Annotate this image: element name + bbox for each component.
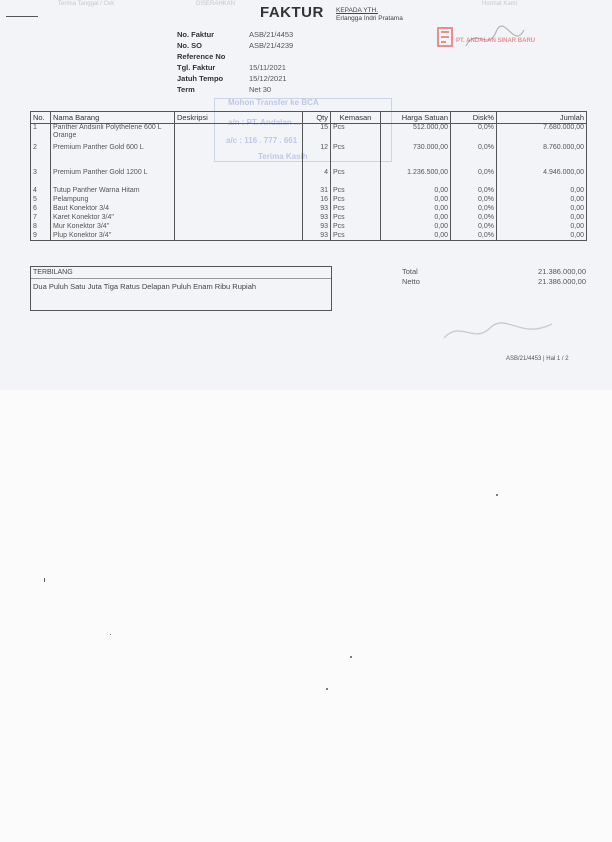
cell-deskripsi — [175, 223, 303, 232]
meta-row — [177, 62, 293, 73]
cell-nama: Baut Konektor 3/4 — [51, 205, 175, 214]
cell-kemasan: Pcs — [331, 163, 381, 187]
meta-row — [177, 40, 293, 51]
cell-harga: 730.000,00 — [381, 141, 451, 163]
netto-row — [402, 277, 586, 287]
signature-mark — [440, 316, 560, 346]
cell-deskripsi — [175, 196, 303, 205]
total-label: Total — [402, 267, 418, 276]
cell-qty: 12 — [303, 141, 331, 163]
netto-value: 21.386.000,00 — [538, 277, 586, 286]
cell-disk: 0,0% — [451, 196, 497, 205]
cell-disk: 0,0% — [451, 232, 497, 241]
cell-disk: 0,0% — [451, 141, 497, 163]
meta-row — [177, 84, 293, 95]
cell-kemasan: Pcs — [331, 205, 381, 214]
cell-qty: 93 — [303, 214, 331, 223]
cell-deskripsi — [175, 232, 303, 241]
cell-harga: 0,00 — [381, 187, 451, 196]
page-info: ASB/21/4453 | Hal 1 / 2 — [506, 356, 569, 362]
stamp-line: a/n : PT. Andalan ... — [228, 118, 301, 127]
cell-nama: Panther Andsinli Polythelene 600 L Orange — [51, 124, 175, 141]
company-logo-icon — [436, 24, 556, 54]
meta-row — [177, 73, 293, 84]
invoice-meta — [177, 29, 293, 95]
meta-value: 15/11/2021 — [249, 63, 286, 72]
col-kemasan: Kemasan — [331, 112, 381, 124]
cell-qty: 93 — [303, 205, 331, 214]
cell-no: 3 — [31, 163, 51, 187]
cell-kemasan: Pcs — [331, 214, 381, 223]
col-nama-barang: Nama Barang — [51, 112, 175, 124]
meta-value: Net 30 — [249, 85, 272, 94]
cell-jumlah: 0,00 — [497, 232, 587, 241]
meta-label: No. Faktur — [177, 30, 215, 39]
cell-deskripsi — [175, 187, 303, 196]
scan-speck — [44, 578, 45, 582]
cell-kemasan: Pcs — [331, 232, 381, 241]
total-row — [402, 267, 586, 277]
meta-value: ASB/21/4239 — [249, 41, 294, 50]
cell-harga: 0,00 — [381, 196, 451, 205]
meta-label: Jatuh Tempo — [177, 74, 224, 83]
cell-jumlah: 0,00 — [497, 196, 587, 205]
table-row — [31, 196, 587, 205]
cell-disk: 0,0% — [451, 124, 497, 141]
cell-jumlah: 0,00 — [497, 187, 587, 196]
col-qty: Qty — [303, 112, 331, 124]
cell-jumlah: 0,00 — [497, 223, 587, 232]
corner-mark — [6, 16, 38, 17]
cell-deskripsi — [175, 124, 303, 141]
meta-value: 15/12/2021 — [249, 74, 287, 83]
cell-qty: 31 — [303, 187, 331, 196]
col-no: No. — [31, 112, 51, 124]
table-row — [31, 124, 587, 141]
cell-harga: 512.000,00 — [381, 124, 451, 141]
meta-label: Tgl. Faktur — [177, 63, 216, 72]
col-deskripsi: Deskripsi — [175, 112, 303, 124]
cell-harga: 0,00 — [381, 223, 451, 232]
cell-jumlah: 0,00 — [497, 205, 587, 214]
cell-harga: 0,00 — [381, 214, 451, 223]
cell-deskripsi — [175, 141, 303, 163]
cell-no: 2 — [31, 141, 51, 163]
cell-kemasan: Pcs — [331, 141, 381, 163]
total-value: 21.386.000,00 — [538, 267, 586, 276]
cell-nama: Mur Konektor 3/4" — [51, 223, 175, 232]
blank-page-area — [0, 390, 612, 842]
logo-text: PT. ANDALAN SINAR BARU — [456, 38, 536, 44]
cell-kemasan: Pcs — [331, 196, 381, 205]
table-row — [31, 214, 587, 223]
document-title: FAKTUR — [260, 4, 324, 21]
cell-jumlah: 4.946.000,00 — [497, 163, 587, 187]
cell-nama: Premium Panther Gold 600 L — [51, 141, 175, 163]
totals-block — [402, 267, 586, 287]
cell-disk: 0,0% — [451, 187, 497, 196]
cell-qty: 16 — [303, 196, 331, 205]
netto-label: Netto — [402, 277, 420, 286]
stamp-line: Mohon Transfer ke BCA — [228, 98, 319, 107]
table-row — [31, 141, 587, 163]
cell-disk: 0,0% — [451, 214, 497, 223]
meta-label: No. SO — [177, 41, 203, 50]
cell-no: 1 — [31, 124, 51, 141]
cell-no: 7 — [31, 214, 51, 223]
cell-kemasan: Pcs — [331, 124, 381, 141]
meta-label: Reference No — [177, 52, 226, 61]
cell-nama: Pelampung — [51, 196, 175, 205]
recipient-label: KEPADA YTH. — [336, 7, 379, 14]
table-header-row — [31, 112, 587, 124]
cell-jumlah: 0,00 — [497, 214, 587, 223]
cell-no: 4 — [31, 187, 51, 196]
amount-in-words-box — [30, 266, 332, 311]
scan-speck — [110, 634, 111, 635]
faded-regards-label: Hormat Kami — [482, 1, 518, 7]
cell-qty: 4 — [303, 163, 331, 187]
cell-kemasan: Pcs — [331, 223, 381, 232]
cell-disk: 0,0% — [451, 163, 497, 187]
col-disk: Disk% — [451, 112, 497, 124]
table-row — [31, 163, 587, 187]
faded-delivered-label: DISERAHKAN — [196, 1, 236, 7]
cell-harga: 1.236.500,00 — [381, 163, 451, 187]
scan-speck — [496, 494, 498, 496]
cell-harga: 0,00 — [381, 205, 451, 214]
cell-disk: 0,0% — [451, 205, 497, 214]
cell-qty: 93 — [303, 223, 331, 232]
cell-jumlah: 8.760.000,00 — [497, 141, 587, 163]
table-row — [31, 232, 587, 241]
cell-kemasan: Pcs — [331, 187, 381, 196]
table-row — [31, 187, 587, 196]
cell-nama: Tutup Panther Warna Hitam — [51, 187, 175, 196]
cell-qty: 15 — [303, 124, 331, 141]
table-row — [31, 205, 587, 214]
stamp-line: Terima Kasih — [258, 152, 308, 161]
cell-disk: 0,0% — [451, 223, 497, 232]
cell-no: 8 — [31, 223, 51, 232]
meta-value: ASB/21/4453 — [249, 30, 294, 39]
terbilang-text: Dua Puluh Satu Juta Tiga Ratus Delapan Puluh Enam Ribu Rupiah — [33, 282, 257, 291]
faded-receipt-label: Terima Tanggal / Cek — [58, 1, 115, 7]
col-jumlah: Jumlah — [497, 112, 587, 124]
cell-nama: Premium Panther Gold 1200 L — [51, 163, 175, 187]
scan-speck — [326, 688, 328, 690]
invoice-sheet — [0, 0, 612, 390]
cell-deskripsi — [175, 163, 303, 187]
col-harga-satuan: Harga Satuan — [381, 112, 451, 124]
meta-label: Term — [177, 85, 195, 94]
cell-no: 9 — [31, 232, 51, 241]
cell-nama: Plup Konektor 3/4" — [51, 232, 175, 241]
cell-qty: 93 — [303, 232, 331, 241]
cell-no: 6 — [31, 205, 51, 214]
cell-deskripsi — [175, 205, 303, 214]
cell-nama: Karet Konektor 3/4" — [51, 214, 175, 223]
recipient-block — [336, 7, 403, 23]
recipient-name: Erlangga Indri Pratama — [336, 15, 403, 22]
meta-row — [177, 29, 293, 40]
items-table — [30, 111, 587, 241]
meta-row — [177, 51, 293, 62]
scan-speck — [350, 656, 352, 658]
stamp-line: a/c : 116 . 777 . 661 — [226, 136, 298, 145]
cell-harga: 0,00 — [381, 232, 451, 241]
terbilang-label: TERBILANG — [31, 267, 331, 279]
table-row — [31, 223, 587, 232]
cell-no: 5 — [31, 196, 51, 205]
cell-jumlah: 7.680.000,00 — [497, 124, 587, 141]
cell-deskripsi — [175, 214, 303, 223]
